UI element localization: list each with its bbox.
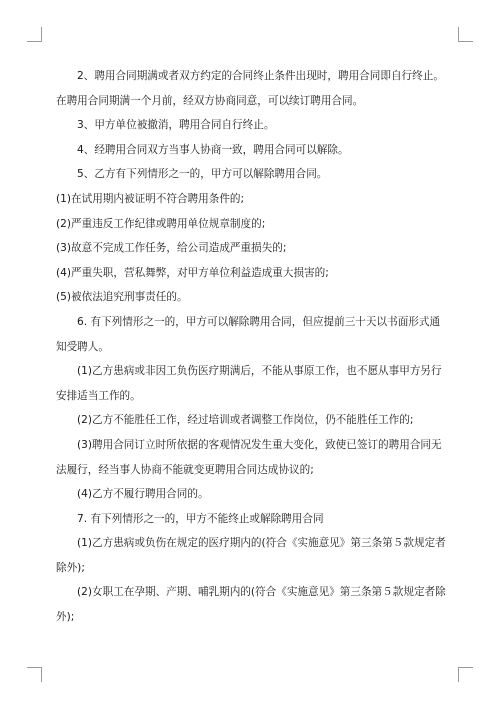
paragraph-clause-7-item-1: (1)乙方患病或负伤在规定的医疗期内的(符合《实施意见》第三条第５款规定者除外);	[56, 537, 446, 574]
paragraph-clause-6-item-1: (1)乙方患病或非因工负伤医疗期满后，不能从事原工作，也不愿从事甲方另行安排适当工作的。	[56, 365, 442, 402]
paragraph-clause-3: 3、甲方单位被撤消，聘用合同自行终止。	[77, 119, 275, 132]
paragraph-clause-2: 2、聘用合同期满或者双方约定的合同终止条件出现时，聘用合同即自行终止。在聘用合同期满一个月前，经双方协商同意，可以续订聘用合同。	[56, 70, 444, 107]
paragraph-clause-6-item-2: (2)乙方不能胜任工作，经过培训或者调整工作岗位，仍不能胜任工作的;	[77, 414, 414, 427]
paragraph-clause-5-item-2: (2)严重违反工作纪律或聘用单位规章制度的;	[56, 217, 266, 230]
paragraph-clause-5-item-3: (3)故意不完成工作任务，给公司造成严重损失的;	[56, 242, 287, 255]
crop-mark-top-left	[27, 27, 42, 42]
paragraph-clause-5-item-4: (4)严重失职，营私舞弊，对甲方单位利益造成重大损害的;	[56, 266, 329, 279]
paragraph-clause-5-item-5: (5)被依法追究刑事责任的。	[56, 291, 188, 304]
paragraph-clause-7-item-2: (2)女职工在孕期、产期、哺乳期内的(符合《实施意见》第三条第５款规定者除外);	[56, 586, 446, 624]
paragraph-clause-6-item-4: (4)乙方不履行聘用合同的。	[77, 488, 209, 501]
paragraph-clause-5-item-1: (1)在试用期内被证明不符合聘用条件的;	[56, 192, 245, 205]
crop-mark-bottom-left	[27, 667, 42, 682]
crop-mark-bottom-right	[458, 667, 473, 682]
document-body	[56, 64, 450, 630]
paragraph-clause-7: 7. 有下列情形之一的，甲方不能终止或解除聘用合同	[77, 512, 324, 525]
paragraph-clause-6-item-3: (3)聘用合同订立时所依据的客观情况发生重大变化，致使已签订的聘用合同无法履行，经当事人协商不能就变更聘用合同达成协议的;	[56, 438, 442, 476]
paragraph-clause-6: 6. 有下列情形之一的，甲方可以解除聘用合同，但应提前三十天以书面形式通知受聘人。	[56, 315, 441, 353]
paragraph-clause-5: 5、乙方有下列情形之一的，甲方可以解除聘用合同。	[77, 168, 328, 181]
crop-mark-top-right	[458, 27, 473, 42]
paragraph-clause-4: 4、经聘用合同双方当事人协商一致，聘用合同可以解除。	[77, 143, 349, 156]
